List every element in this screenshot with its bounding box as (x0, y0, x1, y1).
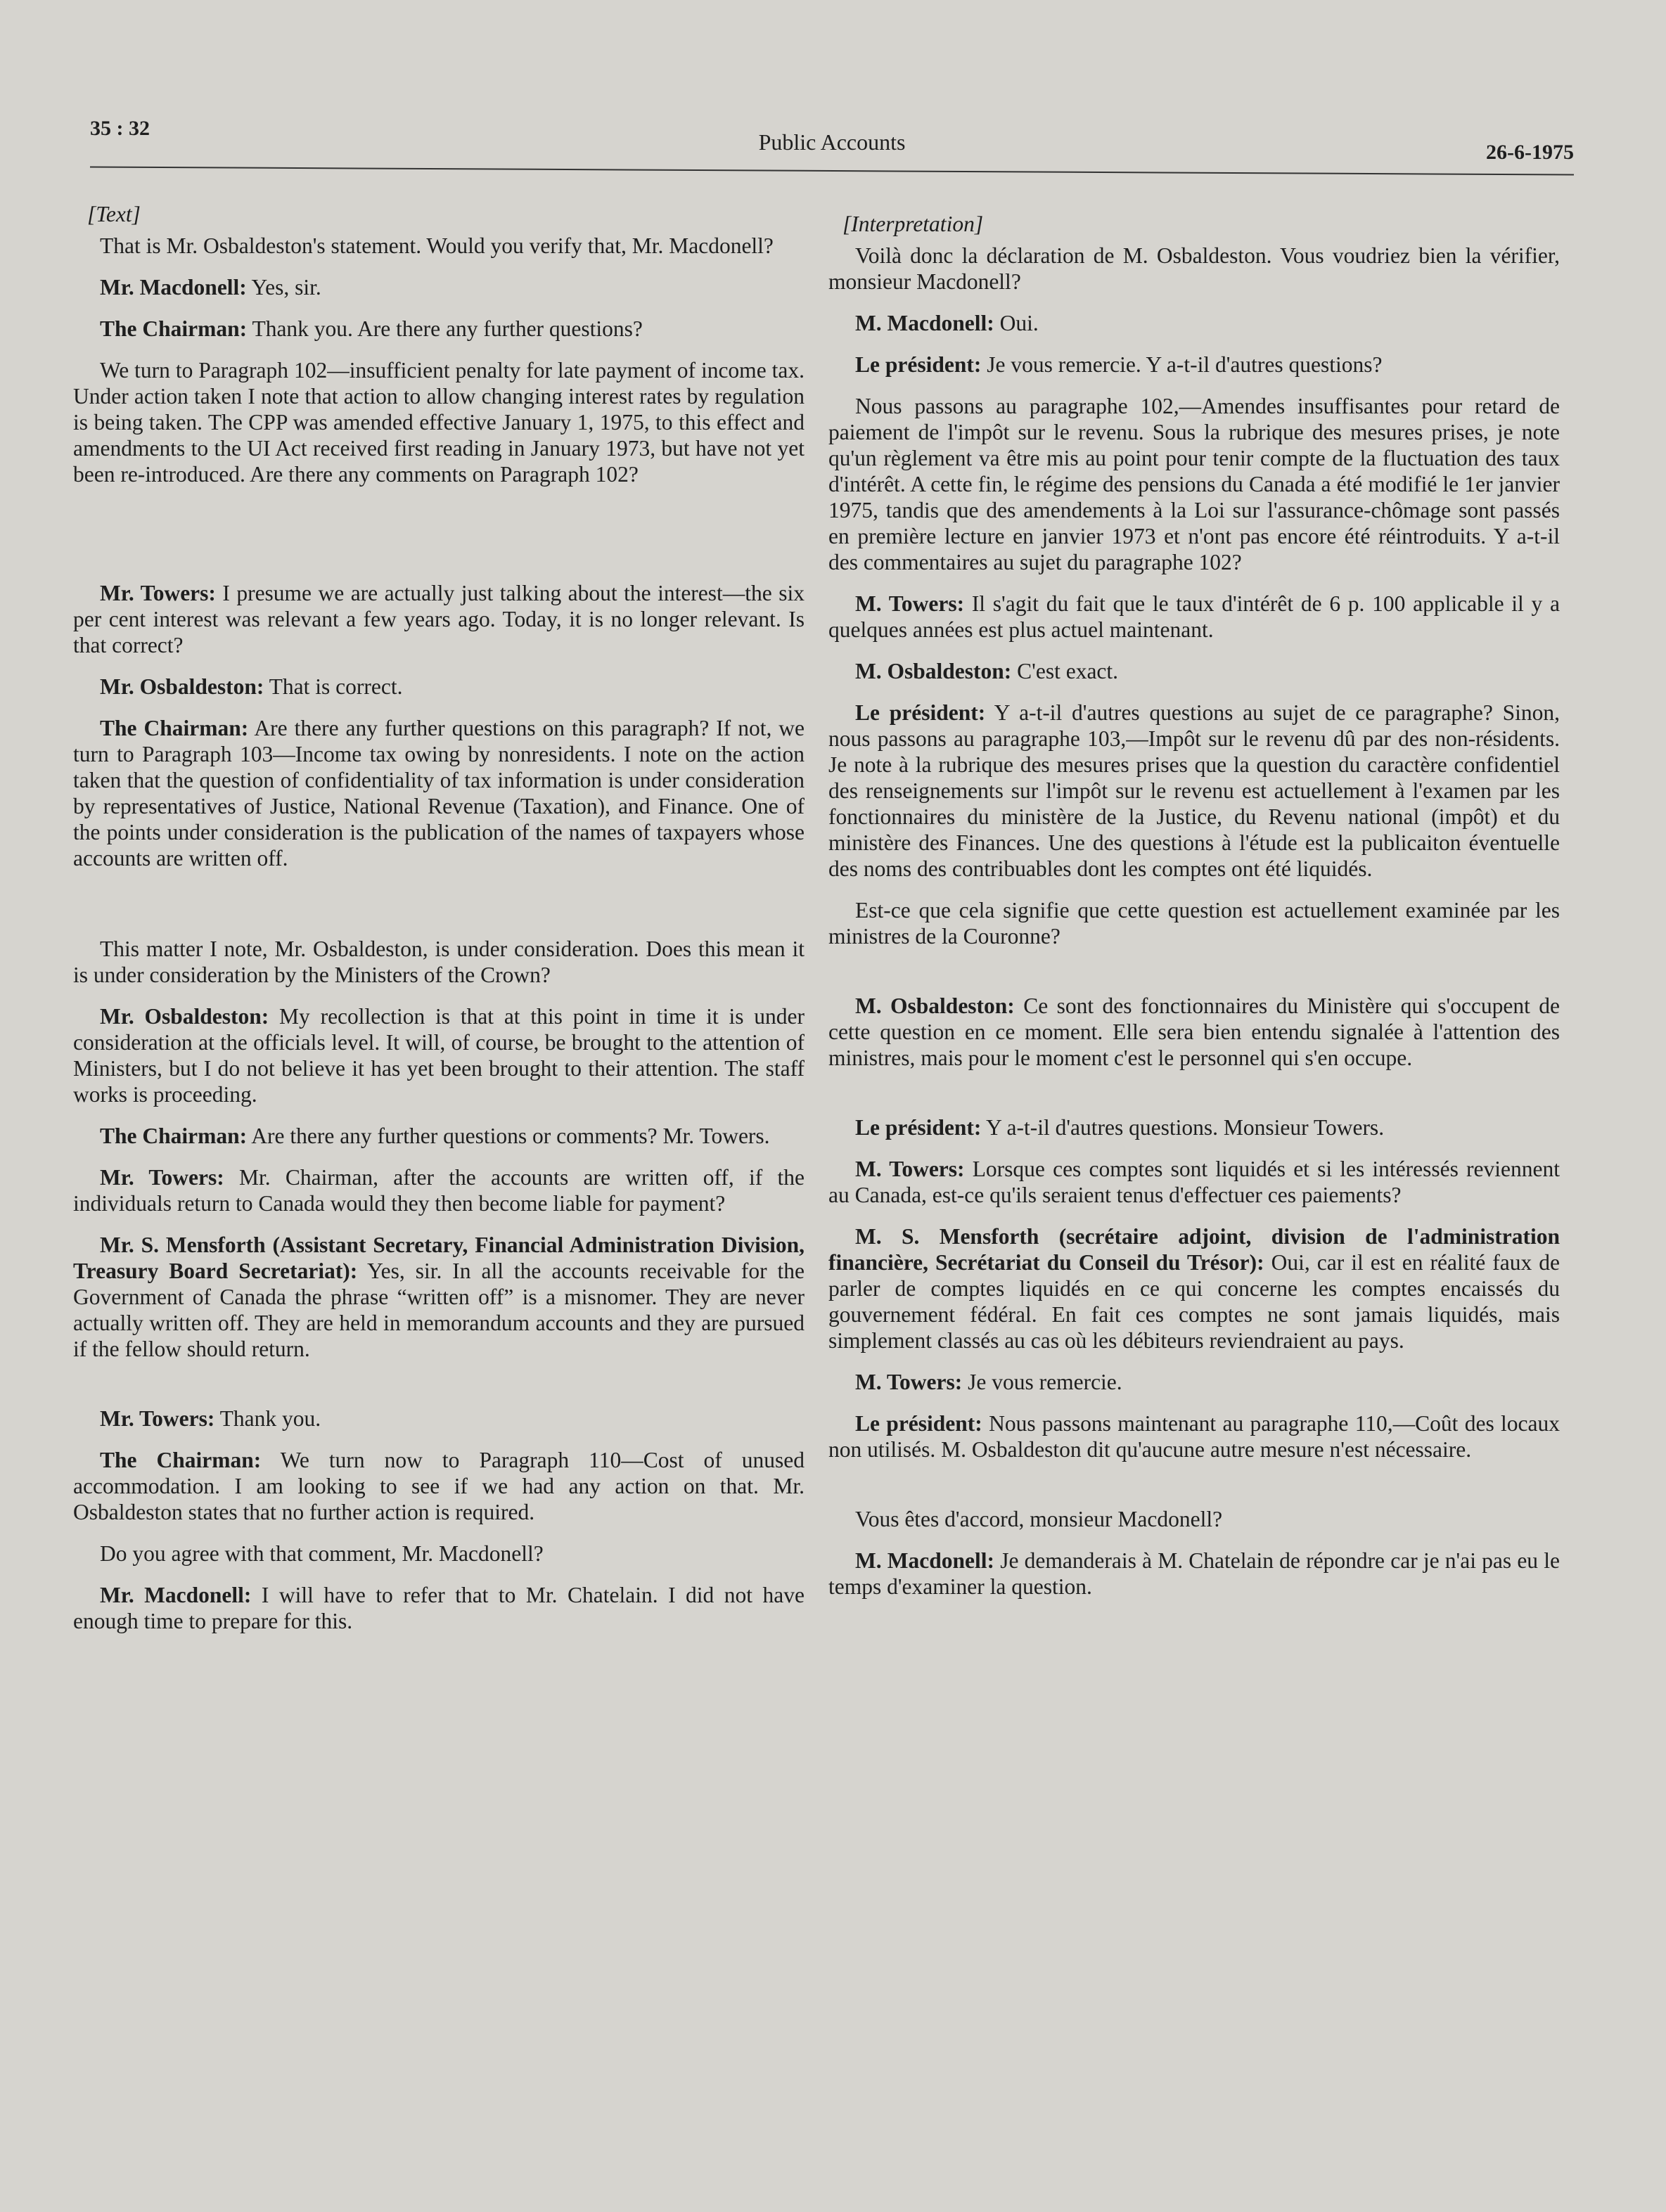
spacer (73, 503, 805, 580)
paragraph (73, 1541, 805, 1567)
paragraph-text: Vous êtes d'accord, monsieur Macdonell? (855, 1507, 1223, 1531)
paragraph-text: Mr. Chairman, after the accounts are written off, if the individuals return to Canada would they then become liable for payment? (73, 1165, 805, 1216)
speaker: M. Towers: (855, 1157, 965, 1181)
paragraph (828, 658, 1560, 684)
paragraph (73, 674, 805, 700)
speaker: The Chairman: (100, 316, 248, 341)
paragraph-text: Do you agree with that comment, Mr. Macdonell? (100, 1541, 544, 1566)
paragraph-text: I presume we are actually just talking about the interest—the six per cent interest was relevant a few years ago. Today, it is no longer relevant. Is that correct? (73, 581, 805, 657)
paragraph (828, 1156, 1560, 1208)
paragraph-text: That is correct. (264, 674, 403, 699)
speaker: Mr. Osbaldeston: (100, 674, 264, 699)
spacer (73, 1377, 805, 1406)
paragraph (828, 700, 1560, 882)
paragraph-text: Je vous remercie. Y a-t-il d'autres questions? (981, 352, 1383, 377)
paragraph-text: This matter I note, Mr. Osbaldeston, is under consideration. Does this mean it is under consideration by the Ministers of the Crown? (73, 937, 805, 987)
speaker: Mr. Towers: (100, 1406, 215, 1431)
paragraph (828, 310, 1560, 336)
running-title: Public Accounts (758, 129, 906, 155)
paragraph-text: Thank you. Are there any further questions? (247, 316, 643, 341)
paragraph (828, 1410, 1560, 1462)
spacer (73, 887, 805, 936)
speaker: Mr. Macdonell: (100, 1583, 252, 1607)
speaker: M. Osbaldeston: (855, 994, 1015, 1018)
paragraph (73, 357, 805, 487)
paragraph-text: Thank you. (214, 1406, 321, 1431)
paragraph (73, 274, 805, 300)
paragraph-text: C'est exact. (1011, 659, 1119, 683)
paragraph-text: Est-ce que cela signifie que cette question est actuellement examinée par les ministres de la Couronne? (828, 898, 1560, 949)
paragraph-text: My recollection is that at this point in time it is under consideration at the officials level. It will, of course, be brought to the attention of Ministers, but I do not believe it has yet been brought to their attention. The staff works is proceeding. (73, 1004, 805, 1107)
paragraph-text: We turn to Paragraph 102—insufficient penalty for late payment of income tax. Under action taken I note that action to allow changing interest rates by regulation is being taken. The CPP was amended effective January 1, 1975, to this effect and amendments to the UI Act received first reading in January 1973, but have not yet been re-introduced. Are there any comments on Paragraph 102? (73, 358, 805, 487)
paragraph-text: Yes, sir. In all the accounts receivable for the Government of Canada the phrase “written off” is a misnomer. They are never actually written off. They are held in memorandum accounts and they are pursued if the fellow should return. (73, 1259, 805, 1361)
speaker: Mr. S. Mensforth (Assistant Secretary, Financial Administration Division, Treasury Board Secretariat): (73, 1233, 805, 1283)
page-header (90, 112, 1574, 176)
paragraph-text: That is Mr. Osbaldeston's statement. Would you verify that, Mr. Macdonell? (100, 233, 774, 258)
french-column (828, 211, 1560, 1615)
paragraph-text: Yes, sir. (246, 275, 321, 300)
speaker: M. Towers: (855, 1370, 963, 1394)
paragraph-text: Je vous remercie. (962, 1370, 1122, 1394)
paragraph-text: Il s'agit du fait que le taux d'intérêt de 6 p. 100 applicable il y a quelques années est plus actuel maintenant. (828, 591, 1560, 642)
paragraph-text: Y a-t-il d'autres questions au sujet de ce paragraphe? Sinon, nous passons au paragraphe 103,—Impôt sur le revenu dû par des non-résidents. Je note à la rubrique des mesures prises que la question du caractère confidentiel des renseignements sur l'impôt sur le revenu est actuellement à l'examen par les fonctionnaires du ministère de la Justice, du Revenu national (impôt) et du ministère des Finances. Une des questions à l'étude est la publicaiton éventuelle des noms des contribuables dont les comptes ont été liquidés. (828, 700, 1560, 881)
speaker: M. Towers: (855, 591, 965, 616)
paragraph (828, 1223, 1560, 1353)
spacer (828, 965, 1560, 993)
paragraph-text: Y a-t-il d'autres questions. Monsieur Towers. (981, 1115, 1385, 1140)
speaker: M. S. Mensforth (secrétaire adjoint, division de l'administration financière, Secrétariat du Conseil du Trésor): (828, 1224, 1560, 1275)
paragraph (73, 1447, 805, 1525)
paragraph-text: I will have to refer that to Mr. Chatelain. I did not have enough time to prepare for this. (73, 1583, 805, 1633)
paragraph (828, 1114, 1560, 1140)
paragraph (828, 897, 1560, 949)
paragraph (828, 352, 1560, 378)
paragraph (73, 1232, 805, 1362)
speaker: Mr. Macdonell: (100, 275, 247, 300)
text-tag: [Text] (87, 202, 141, 226)
paragraph (828, 1506, 1560, 1532)
header-rule (90, 166, 1574, 175)
header-date: 26-6-1975 (1486, 141, 1574, 164)
paragraph (73, 316, 805, 342)
paragraph-text: Oui, car il est en réalité faux de parler de comptes liquidés en ce qui concerne les comptes encaissés du gouvernement fédéral. En fait ces comptes ne sont jamais liquidés, mais simplement classés au cas où les débiteurs reviendraient au pays. (828, 1250, 1560, 1353)
paragraph (73, 233, 805, 259)
speaker: Mr. Towers: (100, 1165, 224, 1190)
speaker: Mr. Osbaldeston: (100, 1004, 269, 1029)
paragraph (73, 936, 805, 988)
speaker: M. Macdonell: (855, 311, 994, 335)
paragraph (73, 715, 805, 871)
paragraph-text: We turn now to Paragraph 110—Cost of unused accommodation. I am looking to see if we had any action on that. Mr. Osbaldeston states that no further action is required. (73, 1448, 805, 1524)
english-column (73, 201, 805, 1650)
paragraph (73, 1164, 805, 1216)
speaker: The Chairman: (100, 716, 249, 740)
page-number: 35 : 32 (90, 117, 150, 140)
paragraph (828, 1548, 1560, 1600)
speaker: Le président: (855, 352, 982, 377)
paragraph (73, 1123, 805, 1149)
paragraph-text: Oui. (994, 311, 1039, 335)
speaker: M. Macdonell: (855, 1548, 995, 1573)
speaker: Le président: (855, 1115, 982, 1140)
paragraph-text: Voilà donc la déclaration de M. Osbaldeston. Vous voudriez bien la vérifier, monsieur Macdonell? (828, 243, 1560, 294)
paragraph-text: Lorsque ces comptes sont liquidés et si les intéressés reviennent au Canada, est-ce qu'ils seraient tenus d'effectuer ces paiements? (828, 1157, 1560, 1207)
spacer (828, 1478, 1560, 1506)
paragraph (828, 1369, 1560, 1395)
paragraph (828, 243, 1560, 295)
paragraph (73, 1406, 805, 1432)
paragraph (828, 993, 1560, 1071)
paragraph-text: Are there any further questions on this paragraph? If not, we turn to Paragraph 103—Income tax owing by nonresidents. I note on the action taken that the question of confidentiality of tax information is under consideration by representatives of Justice, National Revenue (Taxation), and Finance. One of the points under consideration is the publication of the names of taxpayers whose accounts are written off. (73, 716, 805, 870)
speaker: Le président: (855, 700, 986, 725)
interpretation-tag: [Interpretation] (842, 212, 984, 236)
paragraph-text: Nous passons au paragraphe 102,—Amendes insuffisantes pour retard de paiement de l'impôt sur le revenu. Sous la rubrique des mesures prises, je note qu'un règlement va être mis au point pour tenir compte de la fluctuation des taux d'intérêt. A cette fin, le régime des pensions du Canada a été modifié le 1er janvier 1975, tandis que des amendements à la Loi sur l'assurance-chômage sont passés en première lecture en janvier 1973 et n'ont pas encore été réintroduits. Y a-t-il des commentaires au sujet du paragraphe 102? (828, 394, 1560, 574)
paragraph (73, 1003, 805, 1107)
speaker: The Chairman: (100, 1124, 248, 1148)
speaker: M. Osbaldeston: (855, 659, 1012, 683)
paragraph (73, 580, 805, 658)
speaker: Le président: (855, 1411, 982, 1436)
paragraph-text: Are there any further questions or comments? Mr. Towers. (247, 1124, 770, 1148)
speaker: The Chairman: (100, 1448, 262, 1472)
paragraph-text: Ce sont des fonctionnaires du Ministère qui s'occupent de cette question en ce moment. Elle sera bien entendu signalée à l'attention des ministres, mais pour le moment c'est le personnel qui s'en occupe. (828, 994, 1560, 1070)
paragraph (73, 1582, 805, 1634)
paragraph-text: Nous passons maintenant au paragraphe 110,—Coût des locaux non utilisés. M. Osbaldeston dit qu'aucune autre mesure n'est nécessaire. (828, 1411, 1560, 1462)
speaker: Mr. Towers: (100, 581, 216, 605)
paragraph (828, 393, 1560, 575)
paragraph-text: Je demanderais à M. Chatelain de répondre car je n'ai pas eu le temps d'examiner la question. (828, 1548, 1560, 1599)
spacer (828, 1086, 1560, 1114)
paragraph (828, 591, 1560, 643)
